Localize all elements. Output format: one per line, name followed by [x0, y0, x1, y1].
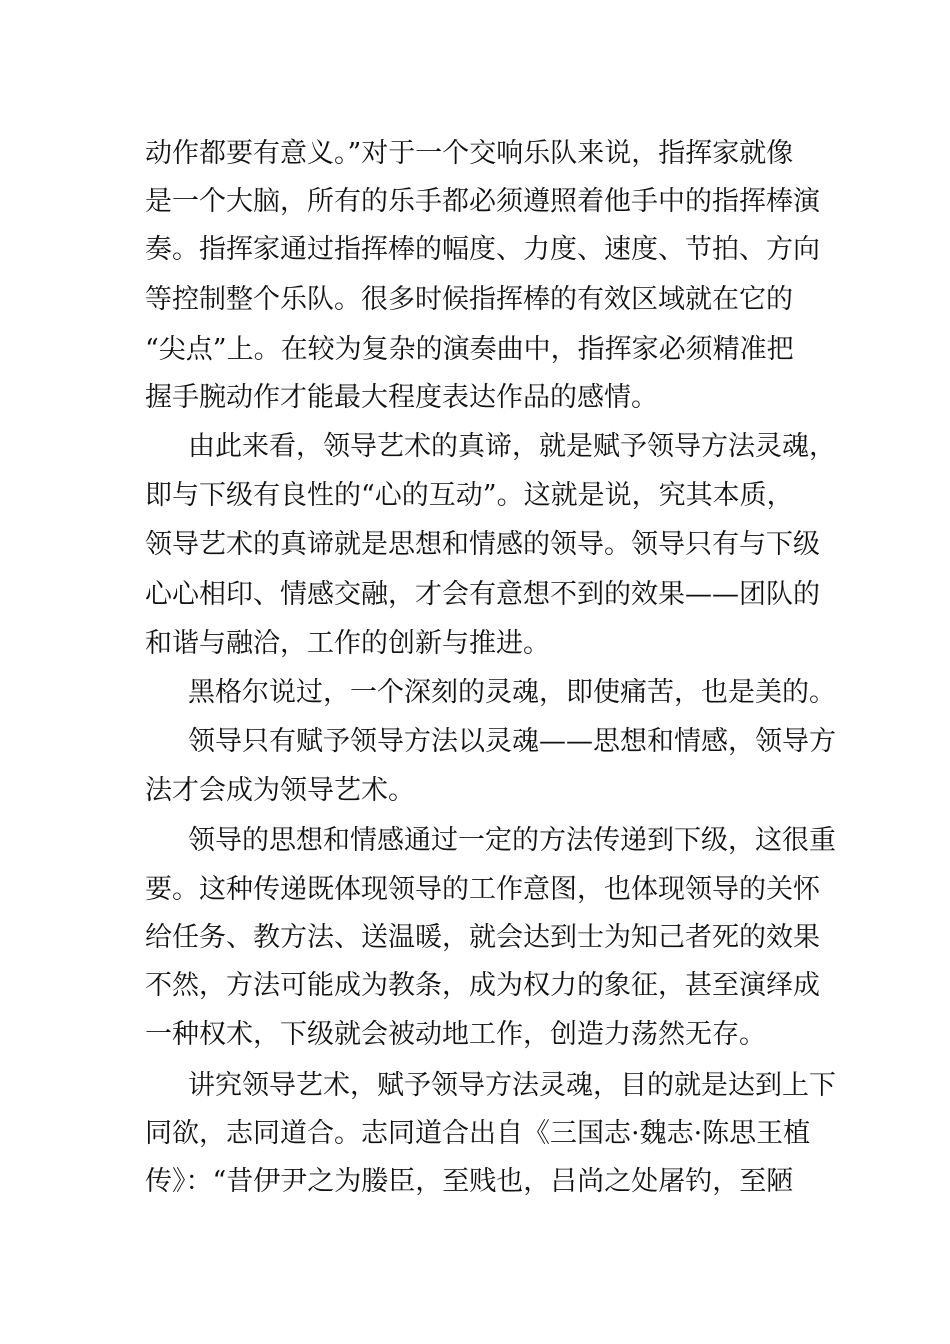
text-line: 领导艺术的真谛就是思想和情感的领导。领导只有与下级 [145, 529, 820, 560]
paragraph-first-line: 领导只有赋予领导方法以灵魂——思想和情感，领导方 [188, 726, 836, 757]
text-line: 心心相印、情感交融，才会有意想不到的效果——团队的 [145, 579, 820, 610]
text-line: “尖点”上。在较为复杂的演奏曲中，指挥家必须精准把 [145, 334, 794, 365]
text-line: 动作都要有意义。”对于一个交响乐队来说，指挥家就像 [145, 138, 794, 169]
paragraph-first-line: 领导的思想和情感通过一定的方法传递到下级，这很重 [188, 825, 836, 856]
text-line: 要。这种传递既体现领导的工作意图，也体现领导的关怀 [145, 874, 820, 905]
text-line: 即与下级有良性的“心的互动”。这就是说，究其本质， [145, 480, 794, 511]
text-line: 传》：“昔伊尹之为媵臣，至贱也，吕尚之处屠钓，至陋 [145, 1166, 794, 1197]
paragraph-first-line: 讲究领导艺术，赋予领导方法灵魂，目的就是达到上下 [188, 1070, 836, 1101]
text-line: 是一个大脑，所有的乐手都必须遵照着他手中的指挥棒演 [145, 186, 820, 217]
text-line: 和谐与融洽，工作的创新与推进。 [145, 628, 550, 659]
text-line: 奏。指挥家通过指挥棒的幅度、力度、速度、节拍、方向 [145, 234, 820, 265]
text-line: 不然，方法可能成为教条，成为权力的象征，甚至演绎成 [145, 970, 820, 1001]
text-line: 一种权术，下级就会被动地工作，创造力荡然无存。 [145, 1019, 766, 1050]
text-line: 给任务、教方法、送温暖，就会达到士为知己者死的效果 [145, 922, 820, 953]
text-line: 同欲，志同道合。志同道合出自《三国志·魏志·陈思王植 [145, 1118, 811, 1149]
text-line: 握手腕动作才能最大程度表达作品的感情。 [145, 382, 658, 413]
paragraph-first-line: 黑格尔说过，一个深刻的灵魂，即使痛苦，也是美的。 [188, 677, 836, 708]
text-line: 等控制整个乐队。很多时候指挥棒的有效区域就在它的 [145, 284, 793, 315]
text-line: 法才会成为领导艺术。 [145, 775, 415, 806]
paragraph-first-line: 由此来看，领导艺术的真谛，就是赋予领导方法灵魂， [188, 431, 836, 462]
